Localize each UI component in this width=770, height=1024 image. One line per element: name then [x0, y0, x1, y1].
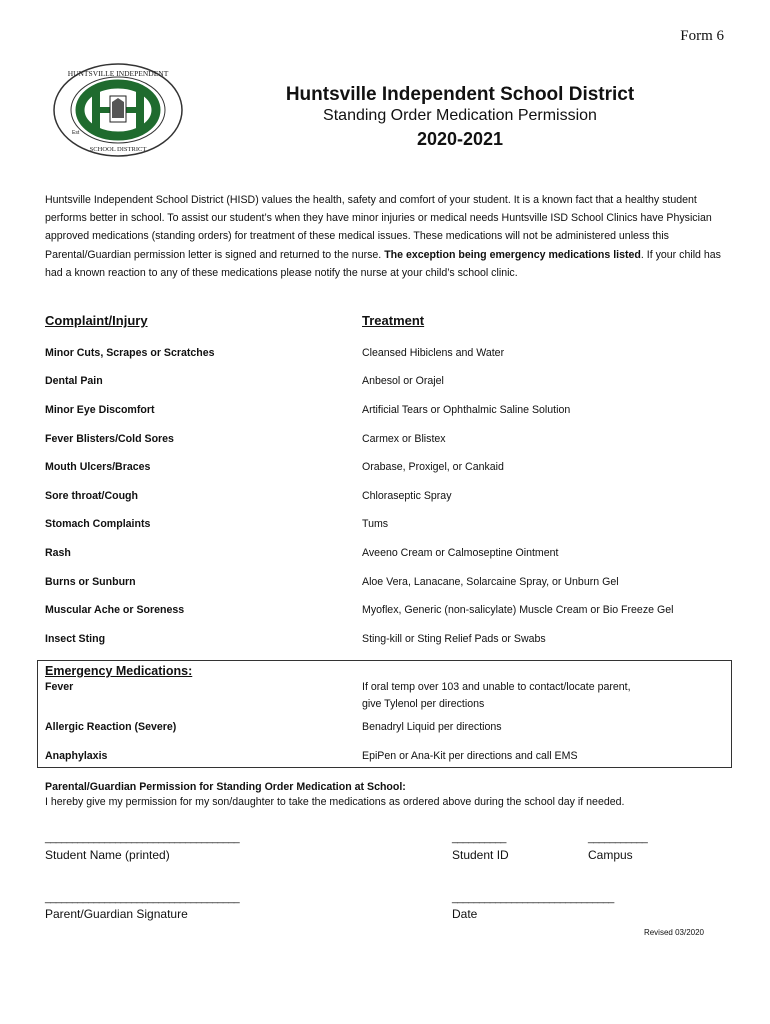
- emergency-treatment-cell: EpiPen or Ana-Kit per directions and call EMS: [362, 750, 578, 762]
- intro-bold-text: The exception being emergency medications listed: [384, 248, 641, 261]
- complaint-cell: Stomach Complaints: [45, 518, 151, 530]
- seal-bottom-text: SCHOOL DISTRICT: [89, 146, 147, 153]
- student-name-label: Student Name (printed): [45, 848, 170, 862]
- campus-label: Campus: [588, 848, 633, 862]
- seal-top-text: HUNTSVILLE INDEPENDENT: [67, 69, 169, 78]
- intro-text-end: . If your child has had a known reaction to any of these medications please notify the nurse at your child’s school clinic.: [45, 248, 721, 279]
- complaint-cell: Rash: [45, 547, 71, 559]
- emergency-complaint-cell: Allergic Reaction (Severe): [45, 721, 177, 733]
- complaint-cell: Minor Cuts, Scrapes or Scratches: [45, 347, 215, 359]
- complaint-cell: Mouth Ulcers/Braces: [45, 461, 151, 473]
- treatment-cell: Cleansed Hibiclens and Water: [362, 347, 505, 359]
- emergency-treatment-cell: If oral temp over 103 and unable to contact/locate parent, give Tylenol per directions: [362, 681, 631, 710]
- emergency-treatment-cell: Benadryl Liquid per directions: [362, 721, 502, 733]
- district-seal-logo: [52, 62, 184, 158]
- school-year: 2020-2021: [416, 129, 504, 149]
- student-name-line[interactable]: ____________________________________: [45, 832, 240, 844]
- form-number: Form 6: [680, 28, 724, 44]
- treatment-cell: Carmex or Blistex: [362, 433, 446, 445]
- treatment-cell: Tums: [362, 518, 389, 530]
- student-id-line[interactable]: __________: [452, 832, 506, 844]
- treatment-column-header: Treatment: [362, 313, 425, 328]
- revision-note: Revised 03/2020: [643, 928, 704, 937]
- permission-title: Parental/Guardian Permission for Standing Order Medication at School:: [45, 781, 406, 793]
- treatment-cell: Anbesol or Orajel: [362, 375, 444, 387]
- complaint-cell: Fever Blisters/Cold Sores: [45, 433, 174, 445]
- parent-signature-line[interactable]: ____________________________________: [45, 892, 240, 904]
- complaint-column-header: Complaint/Injury: [45, 313, 148, 328]
- complaint-cell: Dental Pain: [45, 375, 103, 387]
- svg-text:Est: Est: [72, 130, 80, 136]
- intro-paragraph: [45, 191, 725, 282]
- treatment-cell: Chloraseptic Spray: [362, 490, 452, 502]
- complaint-cell: Insect Sting: [45, 633, 106, 645]
- treatment-cell: Orabase, Proxigel, or Cankaid: [362, 461, 504, 473]
- emergency-complaint-cell: Fever: [45, 681, 74, 693]
- intro-text: Huntsville Independent School District (HISD) values the health, safety and comfort of your student. It is a known fact that a healthy student performs better in school. To assist our student’s when they have minor injuries or medical needs Huntsville ISD School Clinics have Physician approved medications (standing orders) for treatment of these medical issues. These medications will not be administered unless this Parental/Guardian permission letter is signed and returned to the nurse.: [45, 194, 712, 261]
- complaint-cell: Minor Eye Discomfort: [45, 404, 155, 416]
- page-subtitle: Standing Order Medication Permission: [323, 107, 597, 124]
- page-title: Huntsville Independent School District: [285, 84, 635, 105]
- complaint-cell: Burns or Sunburn: [45, 576, 136, 588]
- treatment-cell: Aveeno Cream or Calmoseptine Ointment: [362, 547, 559, 559]
- treatment-cell: Myoflex, Generic (non-salicylate) Muscle Cream or Bio Freeze Gel: [362, 604, 674, 616]
- treatment-cell: Artificial Tears or Ophthalmic Saline Solution: [362, 404, 571, 416]
- emergency-complaint-cell: Anaphylaxis: [45, 750, 108, 762]
- parent-signature-label: Parent/Guardian Signature: [45, 907, 188, 921]
- date-label: Date: [452, 907, 478, 921]
- campus-line[interactable]: ___________: [588, 832, 648, 844]
- permission-statement: I hereby give my permission for my son/daughter to take the medications as ordered above during the school day if needed.: [45, 796, 625, 808]
- treatment-cell: Aloe Vera, Lanacane, Solarcaine Spray, or Unburn Gel: [362, 576, 619, 588]
- emergency-title: Emergency Medications:: [45, 664, 193, 678]
- treatment-cell: Sting-kill or Sting Relief Pads or Swabs: [362, 633, 546, 645]
- complaint-cell: Muscular Ache or Soreness: [45, 604, 185, 616]
- complaint-cell: Sore throat/Cough: [45, 490, 138, 502]
- student-id-label: Student ID: [452, 848, 509, 862]
- date-line[interactable]: ______________________________: [452, 892, 614, 904]
